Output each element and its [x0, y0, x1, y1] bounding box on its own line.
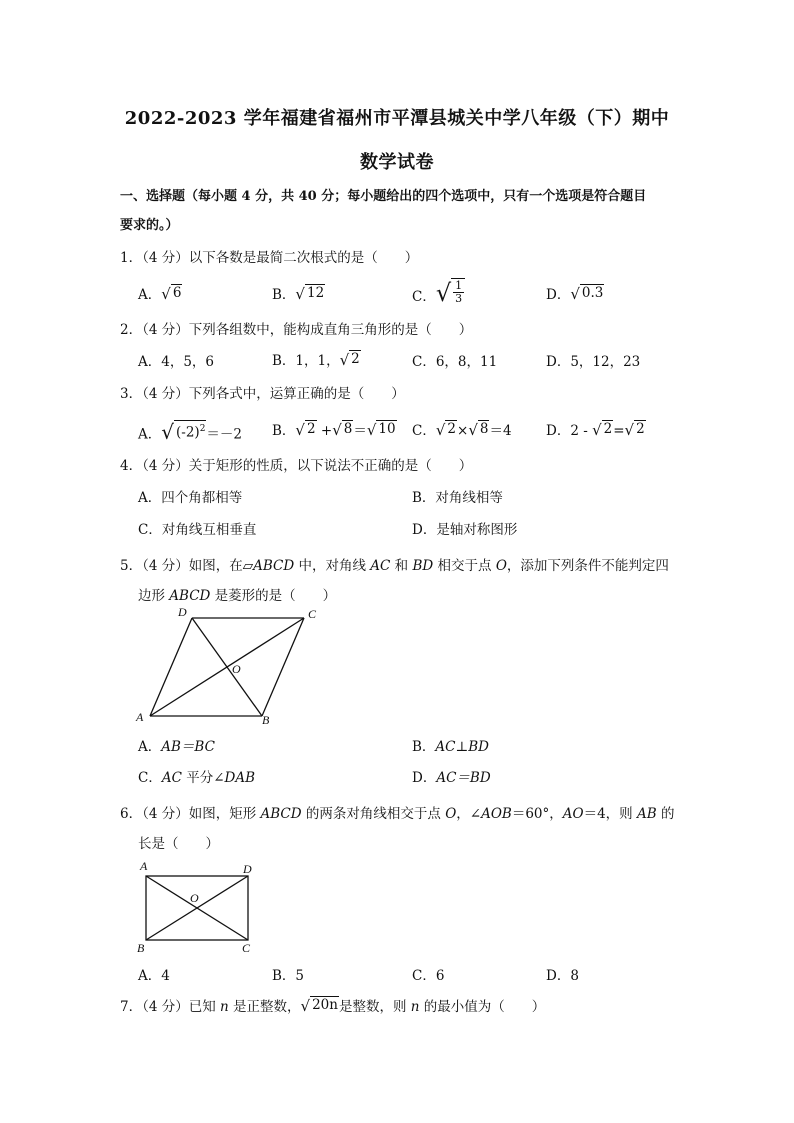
question-3-stem: 3．（4 分）下列各式中，运算正确的是（ ）: [120, 386, 405, 402]
q1-option-c: C． √ $\frac{1}{3}$: [412, 278, 465, 307]
sqrt-sign: √ 6: [161, 285, 182, 303]
q4-option-a: A．四个角都相等: [138, 490, 243, 506]
q6-option-a: A．4: [138, 968, 170, 984]
sqrt-sign: √ 0.3: [570, 285, 604, 303]
sqrt-sign: √ 8: [468, 421, 489, 439]
question-2-stem: 2．（4 分）下列各组数中，能构成直角三角形的是（ ）: [120, 322, 473, 338]
sqrt-sign: √ 2: [624, 421, 645, 439]
q3-option-d: D．2 - √ 2 = √ 2: [546, 421, 645, 439]
section-heading-line1: 一、选择题（每小题 4 分，共 40 分；每小题给出的四个选项中，只有一个选项是符合题目: [120, 189, 647, 204]
label-d: D: [243, 862, 252, 876]
question-5-stem-line2: 边形 ABCD 是菱形的是（ ）: [138, 588, 337, 604]
q2-option-b: B．1，1， √ 2: [272, 351, 360, 369]
q4-option-c: C．对角线互相垂直: [138, 522, 257, 538]
q3-option-c: C． √ 2 × √ 8 ＝4: [412, 421, 512, 439]
sqrt-sign: √ 2: [295, 421, 316, 439]
q3-option-a: A． √ $(-2)^2$ ＝－2: [138, 419, 243, 444]
rectangle-figure: [132, 856, 262, 956]
question-7-stem: 7．（4 分）已知 n 是正整数， √ 20n 是整数，则 n 的最小值为（ ）: [120, 997, 546, 1015]
q2-option-c: C．6，8，11: [412, 354, 498, 370]
question-5-stem-line1: 5．（4 分）如图，在▱ABCD 中，对角线 AC 和 BD 相交于点 O，添加下列条件不能判定四: [120, 558, 669, 574]
sqrt-sign: √ 10: [366, 421, 396, 439]
section-heading: [120, 182, 680, 240]
q5-option-c: C．AC 平分∠DAB: [138, 770, 256, 786]
sqrt-sign: √ $\frac{1}{3}$: [436, 278, 465, 305]
section-heading-line2: 要求的。）: [120, 218, 179, 233]
exam-title-line2: 数学试卷: [360, 152, 434, 173]
q2-option-d: D．5，12，23: [546, 354, 641, 370]
label-b: B: [137, 941, 145, 955]
q2-option-a: A．4，5，6: [138, 354, 215, 370]
label-b: B: [262, 713, 270, 727]
sqrt-sign: √ 2: [592, 421, 613, 439]
sqrt-sign: √ 2: [435, 421, 456, 439]
question-4-stem: 4．（4 分）关于矩形的性质，以下说法不正确的是（ ）: [120, 458, 473, 474]
side-cb: [262, 618, 304, 716]
label-c: C: [308, 607, 317, 621]
label-a: A: [140, 859, 148, 873]
q6-option-c: C．6: [412, 968, 445, 984]
q6-option-d: D．8: [546, 968, 579, 984]
q1-option-b: B． √ 12: [272, 285, 325, 303]
q1-option-a: A． √ 6: [138, 285, 182, 303]
label-c: C: [242, 941, 251, 955]
sqrt-sign: √ 8: [332, 421, 353, 439]
q3-option-b: B． √ 2 + √ 8 ＝ √ 10: [272, 421, 396, 439]
question-6-stem: [120, 799, 685, 859]
sqrt-sign: √ 20n: [300, 997, 338, 1015]
label-o: O: [232, 662, 241, 676]
sqrt-sign: √ 12: [295, 285, 325, 303]
q5-option-a: A．AB＝BC: [138, 739, 215, 755]
q4-option-b: B．对角线相等: [412, 490, 503, 506]
question-6-stem-line1: 6．（4 分）如图，矩形 ABCD 的两条对角线相交于点 O，∠AOB＝60°，AO＝4，则 AB 的: [120, 806, 675, 822]
q5-option-b: B．AC⊥BD: [412, 739, 489, 755]
sqrt-sign: √ 2: [339, 351, 360, 369]
sqrt-sign: √ $(-2)^2$: [161, 419, 206, 444]
label-a: A: [136, 710, 144, 724]
rhombus-figure: [132, 600, 332, 730]
fraction: $\frac{1}{3}$: [455, 279, 463, 305]
side-da: [150, 618, 192, 716]
label-o: O: [190, 891, 199, 905]
q6-option-b: B．5: [272, 968, 305, 984]
question-1-stem: 1．（4 分）以下各数是最简二次根式的是（ ）: [120, 250, 419, 266]
label-d: D: [178, 605, 187, 619]
q5-option-d: D．AC＝BD: [412, 770, 491, 786]
q1-option-d: D． √ 0.3: [546, 285, 604, 303]
diagonal-bd: [192, 618, 262, 716]
exam-title-line1: 2022-2023 学年福建省福州市平潭县城关中学八年级（下）期中: [124, 108, 670, 129]
question-6-stem-line2: 长是（ ）: [138, 836, 219, 852]
q4-option-d: D．是轴对称图形: [412, 522, 518, 538]
